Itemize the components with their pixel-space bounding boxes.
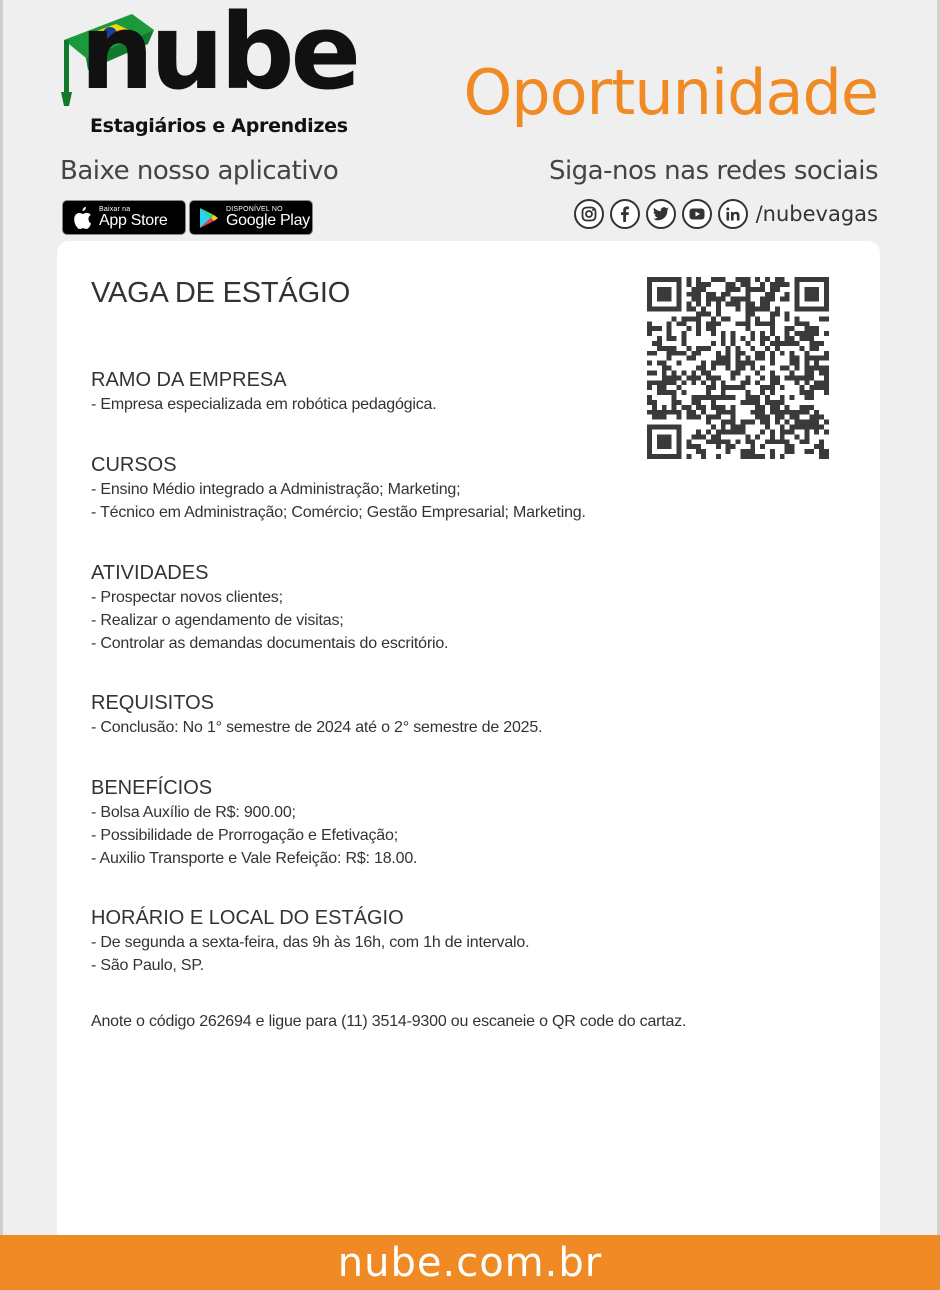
section-line: - Realizar o agendamento de visitas; <box>91 612 344 629</box>
app-prompt: Baixe nosso aplicativo <box>60 156 339 186</box>
footer-url[interactable]: nube.com.br <box>337 1239 603 1286</box>
logo-tagline: Estagiários e Aprendizes <box>90 115 348 137</box>
google-play-icon <box>196 205 222 231</box>
section-line: - Possibilidade de Prorrogação e Efetivação; <box>91 827 398 844</box>
youtube-icon[interactable] <box>682 199 712 229</box>
twitter-icon[interactable] <box>646 199 676 229</box>
social-handle[interactable]: /nubevagas <box>755 202 878 226</box>
section-line: - Ensino Médio integrado a Administração; Marketing; <box>91 481 461 498</box>
app-store-label: App Store <box>99 212 168 229</box>
job-card <box>57 241 880 1241</box>
section-ramo <box>91 367 851 416</box>
section-requisitos <box>91 690 851 739</box>
section-line: - Técnico em Administração; Comércio; Gestão Empresarial; Marketing. <box>91 504 586 521</box>
section-heading: REQUISITOS <box>91 692 214 714</box>
section-line: - Bolsa Auxílio de R$: 900.00; <box>91 804 296 821</box>
app-store-small-text: Baixar na <box>99 206 131 213</box>
section-line: - Conclusão: No 1° semestre de 2024 até o 2° semestre de 2025. <box>91 719 543 736</box>
apple-icon <box>69 205 95 231</box>
job-title: VAGA DE ESTÁGIO <box>91 277 351 309</box>
section-line: - De segunda a sexta-feira, das 9h às 16h, com 1h de intervalo. <box>91 934 530 951</box>
headline: Oportunidade <box>463 56 878 129</box>
social-prompt: Siga-nos nas redes sociais <box>548 156 878 186</box>
section-line: - Auxilio Transporte e Vale Refeição: R$: 18.00. <box>91 850 418 867</box>
section-heading: CURSOS <box>91 454 177 476</box>
logo-wordmark: nube <box>80 0 358 113</box>
section-heading: RAMO DA EMPRESA <box>91 369 287 391</box>
google-play-small-text: DISPONÍVEL NO <box>226 206 283 213</box>
section-heading: BENEFÍCIOS <box>91 777 213 799</box>
app-store-badge[interactable] <box>62 200 186 235</box>
facebook-icon[interactable] <box>610 199 640 229</box>
section-horario-local <box>91 905 851 977</box>
google-play-badge[interactable] <box>189 200 313 235</box>
contact-note: Anote o código 262694 e ligue para (11) 3514-9300 ou escaneie o QR code do cartaz. <box>91 1013 687 1030</box>
section-line: - Controlar as demandas documentais do escritório. <box>91 635 449 652</box>
section-heading: ATIVIDADES <box>91 562 209 584</box>
section-line: - Prospectar novos clientes; <box>91 589 283 606</box>
instagram-icon[interactable] <box>574 199 604 229</box>
nube-logo <box>58 0 358 142</box>
page-border-left <box>0 0 3 1290</box>
section-atividades <box>91 560 851 655</box>
section-line: - Empresa especializada em robótica pedagógica. <box>91 396 437 413</box>
footer-bar <box>0 1235 940 1290</box>
section-beneficios <box>91 775 851 870</box>
section-heading: HORÁRIO E LOCAL DO ESTÁGIO <box>91 907 404 929</box>
section-cursos <box>91 452 851 524</box>
section-line: - São Paulo, SP. <box>91 957 205 974</box>
google-play-label: Google Play <box>226 212 310 229</box>
social-links <box>574 199 878 229</box>
linkedin-icon[interactable] <box>718 199 748 229</box>
